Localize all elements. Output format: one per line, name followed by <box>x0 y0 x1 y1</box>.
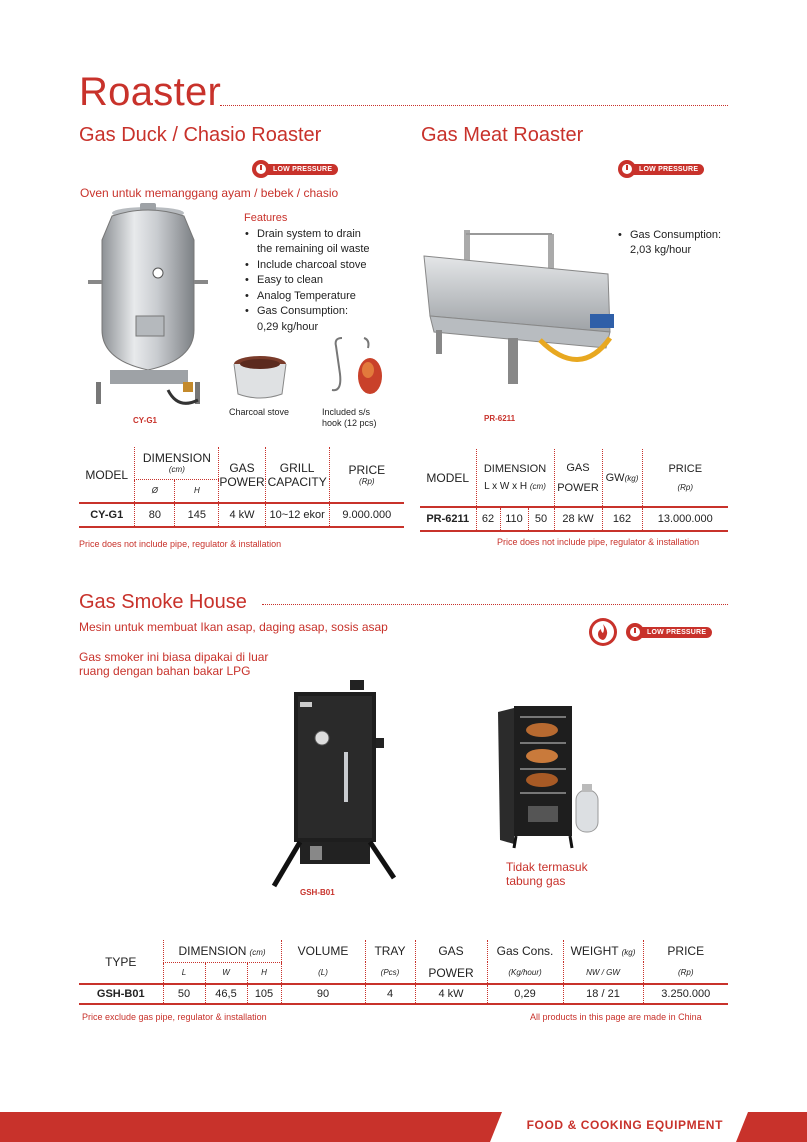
col-header-dimension: DIMENSION (cm) <box>135 447 219 479</box>
table-row <box>420 507 728 531</box>
cell-gas-power: 28 kW <box>554 507 602 531</box>
feature-item: • Gas Consumption: <box>244 304 370 320</box>
cell-gas-power: 4 kW <box>219 503 265 527</box>
col-header-volume-unit: (L) <box>281 962 365 984</box>
feature-item: • Include charcoal stove <box>244 258 370 274</box>
badge-label: LOW PRESSURE <box>637 627 712 638</box>
feature-item: • Easy to clean <box>244 273 370 289</box>
meat-roaster-image <box>420 220 616 390</box>
cell-diameter: 80 <box>135 503 175 527</box>
duck-model-caption: CY-G1 <box>133 416 158 425</box>
hook-caption <box>322 407 377 429</box>
cell-price: 9.000.000 <box>329 503 404 527</box>
hook-image <box>322 334 388 404</box>
smoke-house-title: Gas Smoke House <box>79 591 247 613</box>
cell-model: CY-G1 <box>79 503 135 527</box>
col-header-height: H <box>175 479 219 503</box>
smoke-model-caption: GSH-B01 <box>300 888 335 897</box>
title-divider <box>220 105 728 106</box>
col-header-model: MODEL <box>426 470 470 485</box>
col-header-gas-power-2: POWER <box>415 962 487 984</box>
flame-icon <box>589 618 617 646</box>
cell-gas-cons: 0,29 <box>487 984 563 1004</box>
table-row <box>79 503 404 527</box>
cell-weight: 18 / 21 <box>563 984 643 1004</box>
col-header-gas-power: GAS POWER <box>554 449 602 507</box>
hook-caption-line-1: Included s/s <box>322 407 371 417</box>
charcoal-stove-caption: Charcoal stove <box>229 407 290 417</box>
cell-volume: 90 <box>281 984 365 1004</box>
smoke-spec-table <box>79 940 728 1005</box>
col-header-height: H <box>247 962 281 984</box>
feature-item-continued: the remaining oil waste <box>257 243 370 255</box>
features-list <box>244 227 370 336</box>
low-pressure-badge <box>618 160 704 178</box>
duck-features <box>244 211 370 335</box>
low-pressure-badge <box>252 160 338 178</box>
cell-height: 105 <box>247 984 281 1004</box>
smoke-house-subtitle: Mesin untuk membuat Ikan asap, daging asap, sosis asap <box>79 620 388 634</box>
col-header-type: TYPE <box>105 954 137 969</box>
cell-type: GSH-B01 <box>79 984 163 1004</box>
duck-price-note: Price does not include pipe, regulator & installation <box>79 539 282 549</box>
feature-item-continued: 0,29 kg/hour <box>257 320 319 333</box>
col-header-price: PRICE <box>643 940 728 962</box>
cell-grill-capacity: 10~12 ekor <box>265 503 329 527</box>
smoke-house-description: Gas smoker ini biasa dipakai di luar ruang dengan bahan bakar LPG <box>79 650 269 678</box>
cell-width: 46,5 <box>205 984 247 1004</box>
duck-roaster-image <box>78 200 218 412</box>
col-header-width: W <box>205 962 247 984</box>
meat-spec-line-1: • Gas Consumption: <box>618 229 722 241</box>
flame-glyph-icon <box>596 624 610 640</box>
pressure-gauge-icon <box>618 160 636 178</box>
badge-label: LOW PRESSURE <box>629 164 704 175</box>
meat-spec <box>618 228 721 258</box>
col-header-diameter: Ø <box>135 479 175 503</box>
feature-item: • Drain system to drain <box>244 227 370 243</box>
cell-model: PR-6211 <box>420 507 476 531</box>
pressure-gauge-icon <box>626 623 644 641</box>
low-pressure-badge <box>626 623 712 641</box>
meat-roaster-title: Gas Meat Roaster <box>421 124 584 146</box>
col-header-weight: WEIGHT (kg) <box>563 940 643 962</box>
duck-roaster-title: Gas Duck / Chasio Roaster <box>79 124 322 146</box>
cell-tray: 4 <box>365 984 415 1004</box>
cell-price: 13.000.000 <box>642 507 728 531</box>
col-header-gas-cons-unit: (Kg/hour) <box>487 962 563 984</box>
col-header-gas-power: GAS POWER <box>219 447 265 503</box>
feature-item: • Analog Temperature <box>244 289 370 305</box>
meat-spec-line-2: 2,03 kg/hour <box>630 244 692 256</box>
footer-label: FOOD & COOKING EQUIPMENT <box>526 1118 723 1132</box>
cell-gw: 162 <box>602 507 642 531</box>
meat-price-note: Price does not include pipe, regulator & installation <box>497 537 700 547</box>
col-header-dimension: DIMENSION L x W x H (cm) <box>476 449 554 507</box>
made-in-note: All products in this page are made in China <box>530 1012 702 1022</box>
meat-model-caption: PR-6211 <box>484 414 516 423</box>
cell-height: 50 <box>528 507 554 531</box>
smoke-house-image <box>270 678 400 888</box>
duck-roaster-subtitle: Oven untuk memanggang ayam / bebek / chasio <box>80 186 339 200</box>
col-header-dimension: DIMENSION (cm) <box>163 940 281 962</box>
badge-label: LOW PRESSURE <box>263 164 338 175</box>
col-header-tray: TRAY <box>365 940 415 962</box>
col-header-tray-unit: (Pcs) <box>365 962 415 984</box>
charcoal-stove-image <box>230 352 290 402</box>
duck-spec-table <box>79 447 404 528</box>
features-heading: Features <box>244 212 288 224</box>
cell-height: 145 <box>175 503 219 527</box>
page-title: Roaster <box>79 70 222 114</box>
open-smoker-image <box>494 706 606 850</box>
section-divider <box>262 604 728 605</box>
col-header-gas-cons: Gas Cons. <box>487 940 563 962</box>
col-header-price-unit: (Rp) <box>643 962 728 984</box>
cell-gas-power: 4 kW <box>415 984 487 1004</box>
meat-spec-table <box>420 449 728 532</box>
col-header-grill-capacity: GRILL CAPACITY <box>265 447 329 503</box>
cell-length: 50 <box>163 984 205 1004</box>
table-row <box>79 984 728 1004</box>
col-header-model: MODEL <box>85 467 129 482</box>
col-header-volume: VOLUME <box>281 940 365 962</box>
col-header-weight-sub: NW / GW <box>563 962 643 984</box>
col-header-price: PRICE (Rp) <box>642 449 728 507</box>
col-header-gw: GW(kg) <box>602 449 642 507</box>
col-header-gas-power: GAS <box>415 940 487 962</box>
tank-note: Tidak termasuk tabung gas <box>506 860 588 888</box>
smoke-price-note: Price exclude gas pipe, regulator & installation <box>82 1012 267 1022</box>
cell-length: 62 <box>476 507 500 531</box>
cell-price: 3.250.000 <box>643 984 728 1004</box>
hook-caption-line-2: hook (12 pcs) <box>322 418 377 428</box>
cell-width: 110 <box>500 507 528 531</box>
col-header-length: L <box>163 962 205 984</box>
col-header-price: PRICE (Rp) <box>329 447 404 503</box>
pressure-gauge-icon <box>252 160 270 178</box>
